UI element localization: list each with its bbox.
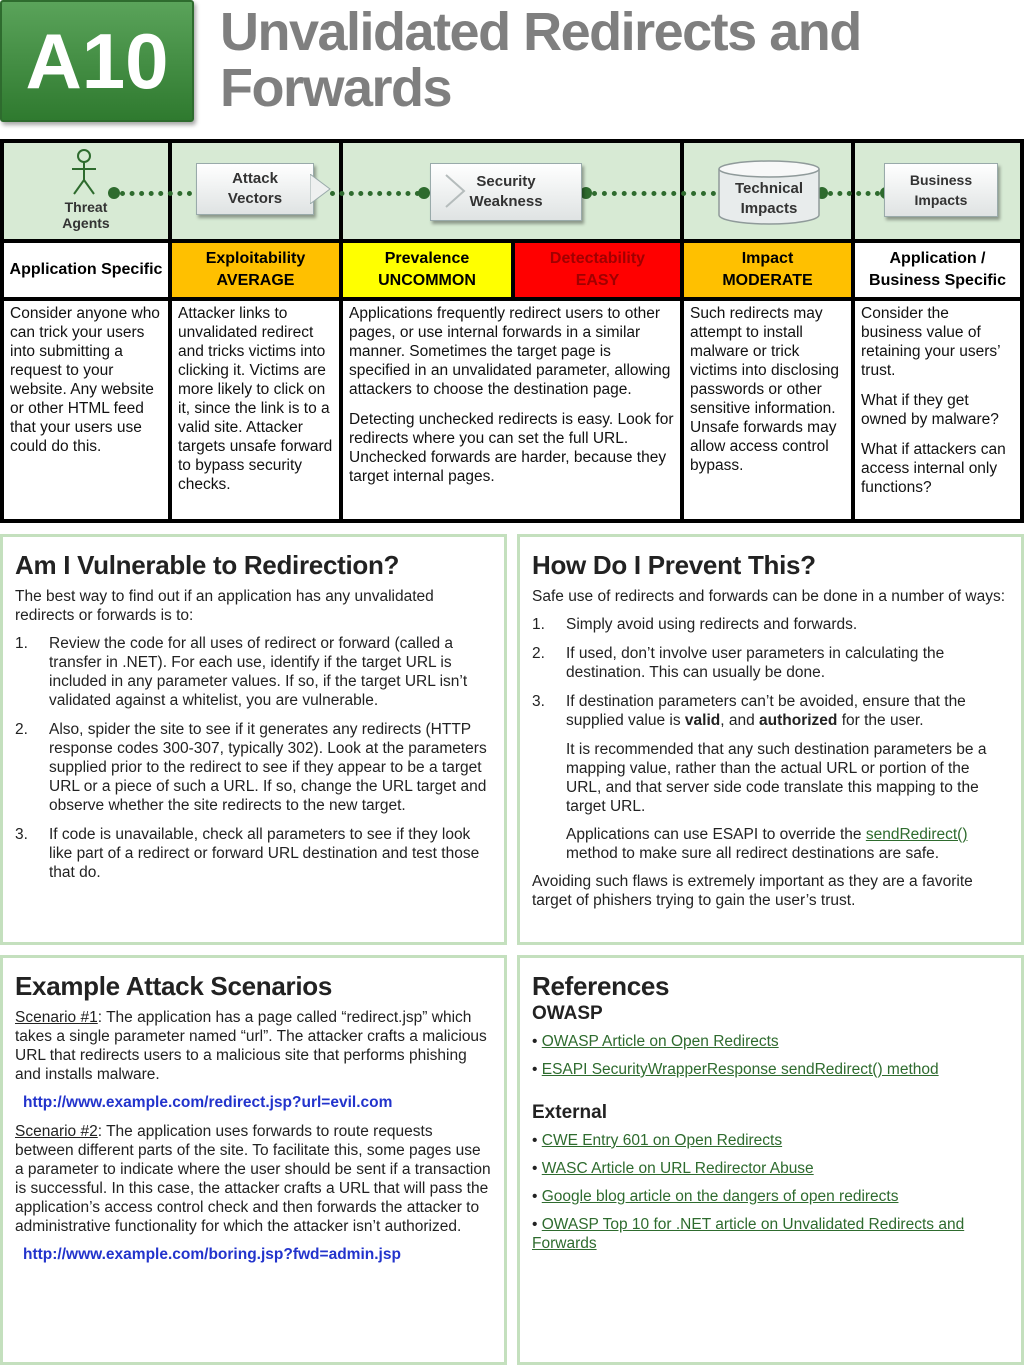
rating-exploitability: Exploitability AVERAGE [172, 243, 339, 297]
connector-line [120, 191, 192, 196]
owasp-heading: OWASP [532, 1003, 603, 1024]
prevent-title: How Do I Prevent This? [532, 550, 816, 580]
attack-vectors-box: Attack Vectors [196, 163, 314, 215]
scenario-1-url: http://www.example.com/redirect.jsp?url=evil.com [23, 1094, 393, 1111]
rating-prevalence: Prevalence UNCOMMON [343, 243, 511, 297]
list-item: 2. If used, don’t involve user parameters in calculating the destination. This can usually be done. [532, 645, 945, 681]
security-weakness-description: Applications frequently redirect users to other pages, or use internal forwards in a similar manner. Sometimes the target page is specified in an unvalidated parameter, allowing attackers to choose the destination page. Detecting unchecked redirects is easy. Look for redirects where you can set the full URL. Unchecked forwards are harder, because they target internal pages. [343, 301, 680, 519]
list-item: 3. If code is unavailable, check all parameters to see if they look like part of a redirect or forward URL destination and test those that do. [15, 826, 480, 881]
reference-link[interactable]: Google blog article on the dangers of open redirects [541, 1188, 899, 1205]
prevent-sub-note-2: Applications can use ESAPI to override the sendRedirect() method to make sure all redirect destinations are safe. [566, 826, 968, 862]
connector-line [330, 191, 420, 196]
prevent-outro: Avoiding such flaws is extremely important as they are a favorite target of phishers trying to gain the user’s trust. [532, 873, 973, 909]
page-title [220, 4, 1000, 116]
page-title-line-1: Unvalidated Redirects and [220, 2, 861, 62]
risk-ratings-band [4, 243, 1020, 297]
connector-line [592, 191, 716, 196]
scenario-2-url: http://www.example.com/boring.jsp?fwd=admin.jsp [23, 1246, 401, 1263]
scenario-2: Scenario #2: The application uses forwards to route requests between different parts of the site. To facilitate this, some pages use a parameter to indicate where the user should be sent if a transaction is successful. In this case, the attacker crafts a URL that will pass the application’s access control check and then forwards the attacker to administrative functionality for which the attacker isn’t authorized. [15, 1123, 491, 1235]
list-item: 1. Simply avoid using redirects and forwards. [532, 616, 858, 633]
risk-flow-band [4, 143, 1020, 239]
reference-item: • OWASP Top 10 for .NET article on Unvalidated Redirects and Forwards [532, 1216, 965, 1252]
risk-table [0, 139, 1024, 523]
vulnerable-panel [0, 534, 507, 945]
chevron-icon [444, 173, 468, 209]
references-title: References [532, 971, 670, 1001]
reference-item: • Google blog article on the dangers of open redirects [532, 1188, 899, 1205]
business-impacts-description: Consider the business value of retaining your users’ trust. What if they get owned by malware? What if attackers can access internal only functions? [855, 301, 1020, 519]
connector-line [828, 191, 880, 196]
vulnerable-list [15, 634, 492, 882]
stick-figure-icon [69, 149, 99, 197]
list-item: 2. Also, spider the site to see if it generates any redirects (HTTP response codes 300-307, typically 302). Look at the parameters supplied prior to the redirect to see if they appear to be a target URL or a piece of such a URL. If so, change the URL target and observe whether the site redirects to the new target. [15, 721, 487, 814]
reference-link[interactable]: ESAPI SecurityWrapperResponse sendRedirect() method [541, 1061, 939, 1078]
attack-vectors-description: Attacker links to unvalidated redirect and tricks victims into clicking it. Victims are more likely to click on it, since the link is to a valid site. Attacker targets unsafe forward to bypass security checks. [172, 301, 339, 519]
reference-item: • WASC Article on URL Redirector Abuse [532, 1160, 814, 1177]
references-panel [517, 955, 1024, 1365]
scenarios-panel [0, 955, 507, 1365]
prevent-list [532, 615, 1009, 730]
reference-item: • OWASP Article on Open Redirects [532, 1033, 779, 1050]
prevent-intro: Safe use of redirects and forwards can be done in a number of ways: [532, 588, 1006, 605]
list-item: 3. If destination parameters can’t be avoided, ensure that the supplied value is valid, and authorized for the user. [532, 693, 966, 729]
rating-threat-agents: Application Specific [4, 243, 168, 297]
send-redirect-link[interactable]: sendRedirect() [865, 826, 968, 843]
external-heading: External [532, 1102, 607, 1123]
reference-item: • CWE Entry 601 on Open Redirects [532, 1132, 783, 1149]
scenario-1: Scenario #1: The application has a page called “redirect.jsp” which takes a single parameter named “url”. The attacker crafts a malicious URL that redirects users to a malicious site that performs phishing and installs malware. [15, 1009, 487, 1083]
security-weakness-box: Security Weakness [430, 163, 582, 221]
reference-item: • ESAPI SecurityWrapperResponse sendRedirect() method [532, 1061, 939, 1078]
reference-link[interactable]: OWASP Top 10 for .NET article on Unvalidated Redirects and Forwards [532, 1216, 965, 1252]
connector-dot [418, 187, 430, 199]
page-title-line-2: Forwards [220, 58, 452, 118]
vulnerable-intro: The best way to find out if an application has any unvalidated redirects or forwards is to: [15, 588, 434, 624]
threat-agents-description: Consider anyone who can trick your users into submitting a request to your website. Any website or other HTML feed that your users use could do this. [4, 301, 168, 519]
risk-descriptions-band [4, 301, 1020, 519]
arrow-right-icon [310, 174, 332, 204]
prevent-sub-note-1: It is recommended that any such destination parameters be a mapping value, rather than the actual URL or portion of the URL, and that server side code translate this mapping to the target URL. [566, 741, 987, 815]
vulnerable-title: Am I Vulnerable to Redirection? [15, 550, 400, 580]
rating-detectability: Detectability EASY [515, 243, 680, 297]
scenarios-title: Example Attack Scenarios [15, 971, 332, 1001]
technical-impacts-description: Such redirects may attempt to install malware or trick victims into disclosing passwords or other sensitive information. Unsafe forwards may allow access control bypass. [684, 301, 851, 519]
threat-agents-label: Threat Agents [62, 199, 110, 231]
reference-link[interactable]: CWE Entry 601 on Open Redirects [541, 1132, 783, 1149]
rating-business: Application / Business Specific [855, 243, 1020, 297]
reference-link[interactable]: OWASP Article on Open Redirects [541, 1033, 779, 1050]
reference-link[interactable]: WASC Article on URL Redirector Abuse [541, 1160, 814, 1177]
risk-badge: A10 [0, 0, 194, 122]
prevent-panel [517, 534, 1024, 945]
list-item: 1. Review the code for all uses of redirect or forward (called a transfer in .NET). For each use, identify if the target URL is included in any parameter values. If so, if the target URL isn’t validated against a whitelist, you are vulnerable. [15, 635, 468, 709]
connector-dot [108, 187, 120, 199]
business-impacts-box: Business Impacts [884, 163, 998, 217]
technical-impacts-label: Technical Impacts [734, 180, 804, 217]
rating-impact: Impact MODERATE [684, 243, 851, 297]
